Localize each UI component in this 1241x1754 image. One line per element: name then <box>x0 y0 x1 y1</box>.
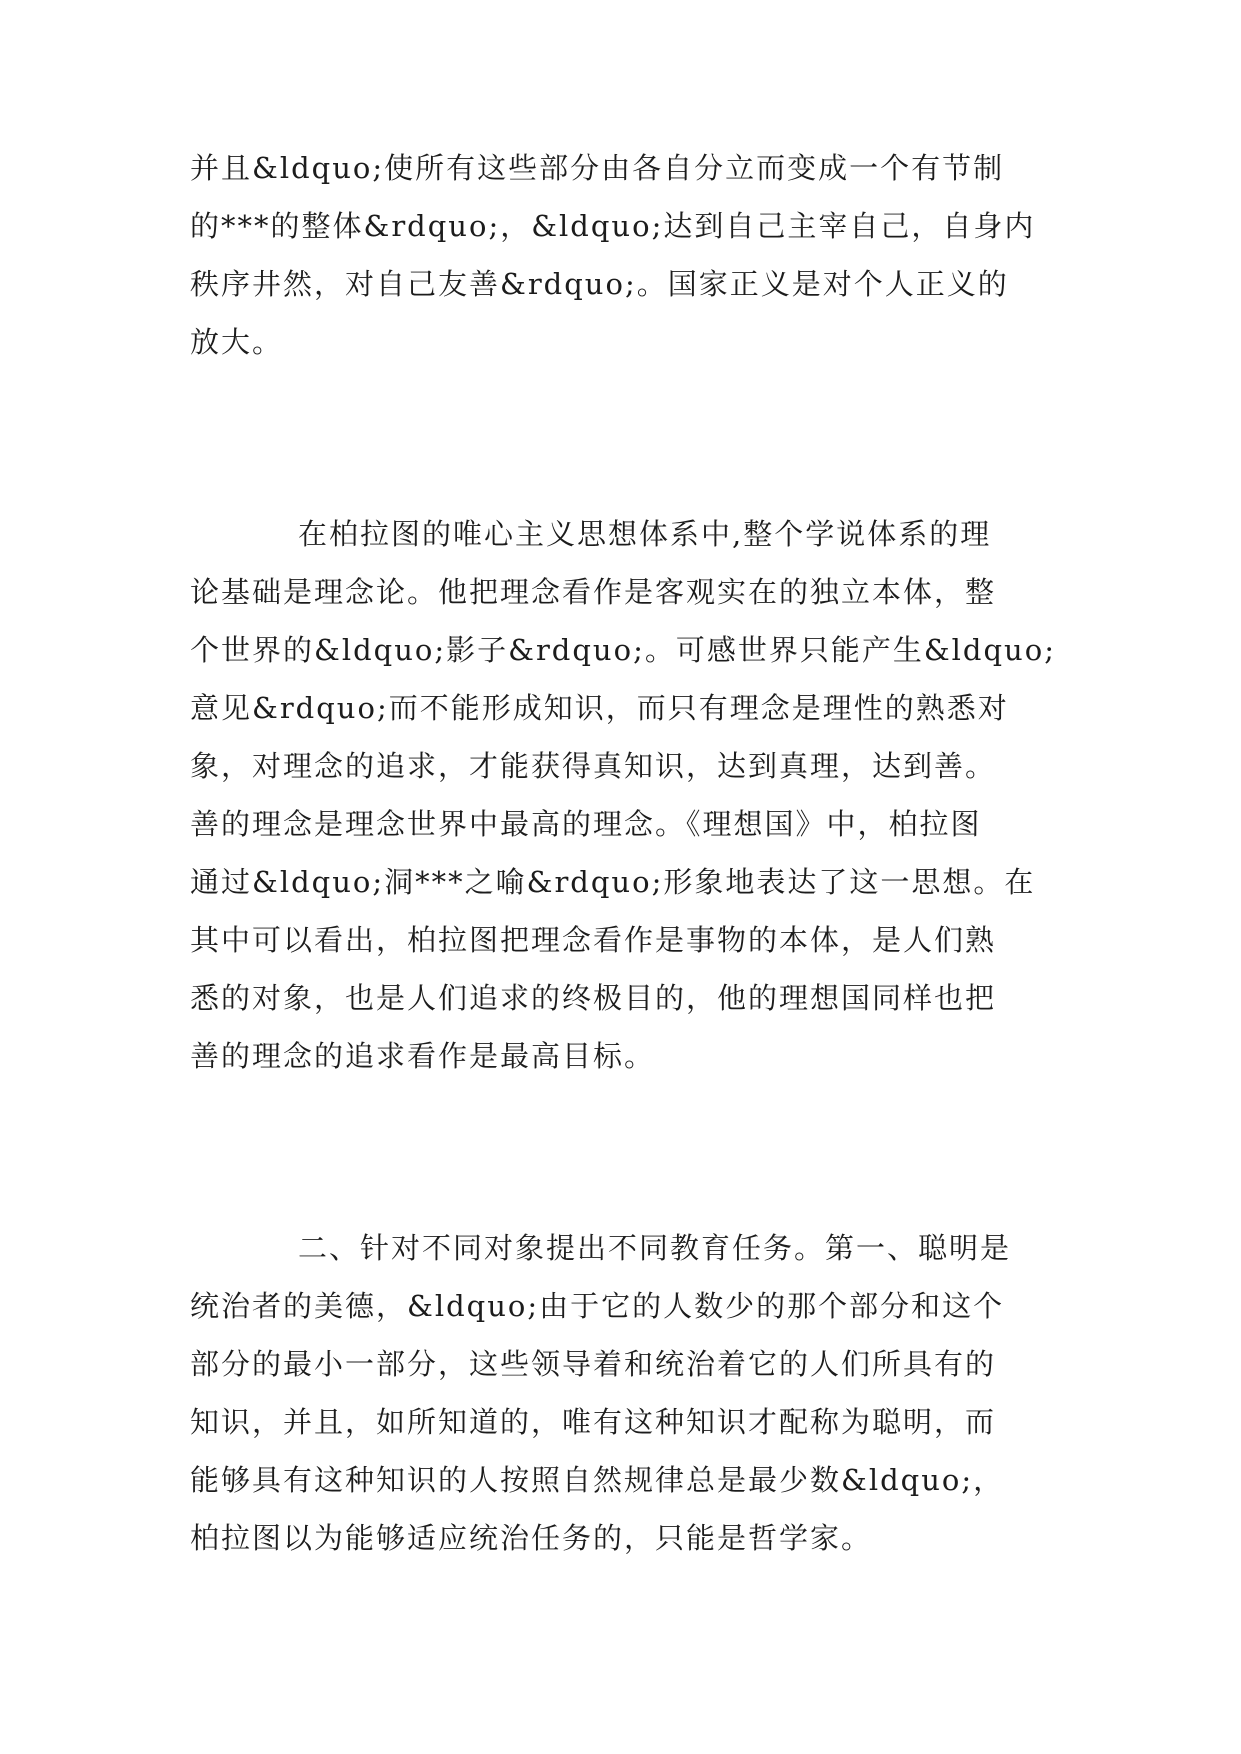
paragraph-line: 善的理念是理念世界中最高的理念。《理想国》中，柏拉图 <box>190 807 982 841</box>
paragraph-line: 放大。 <box>190 325 284 359</box>
paragraph-line: 善的理念的追求看作是最高目标。 <box>190 1039 656 1073</box>
paragraph-line: 象，对理念的追求，才能获得真知识，达到真理，达到善。 <box>190 749 997 783</box>
paragraph-line: 能够具有这种知识的人按照自然规律总是最少数&ldquo;， <box>190 1463 1005 1497</box>
paragraph-line: 其中可以看出，柏拉图把理念看作是事物的本体，是人们熟 <box>190 923 997 957</box>
paragraph-line: 秩序井然，对自己友善&rdquo;。国家正义是对个人正义的 <box>190 267 1009 301</box>
paragraph-line: 悉的对象，也是人们追求的终极目的，他的理想国同样也把 <box>190 981 997 1015</box>
paragraph-line: 柏拉图以为能够适应统治任务的，只能是哲学家。 <box>190 1521 873 1555</box>
paragraph-line: 意见&rdquo;而不能形成知识，而只有理念是理性的熟悉对 <box>190 691 1009 725</box>
paragraph-line: 通过&ldquo;洞***之喻&rdquo;形象地表达了这一思想。在 <box>190 865 1036 899</box>
paragraph-line: 在柏拉图的唯心主义思想体系中,整个学说体系的理 <box>298 517 992 551</box>
paragraph-line: 知识，并且，如所知道的，唯有这种知识才配称为聪明，而 <box>190 1405 997 1439</box>
paragraph-line: 并且&ldquo;使所有这些部分由各自分立而变成一个有节制 <box>190 151 1005 185</box>
paragraph-line: 的***的整体&rdquo;，&ldquo;达到自己主宰自己，自身内 <box>190 209 1036 243</box>
paragraph-line: 论基础是理念论。他把理念看作是客观实在的独立本体，整 <box>190 575 997 609</box>
paragraph-line: 二、针对不同对象提出不同教育任务。第一、聪明是 <box>298 1231 1012 1265</box>
paragraph-line: 个世界的&ldquo;影子&rdquo;。可感世界只能产生&ldquo; <box>190 633 1056 667</box>
paragraph-line: 统治者的美德，&ldquo;由于它的人数少的那个部分和这个 <box>190 1289 1005 1323</box>
paragraph-line: 部分的最小一部分，这些领导着和统治着它的人们所具有的 <box>190 1347 997 1381</box>
